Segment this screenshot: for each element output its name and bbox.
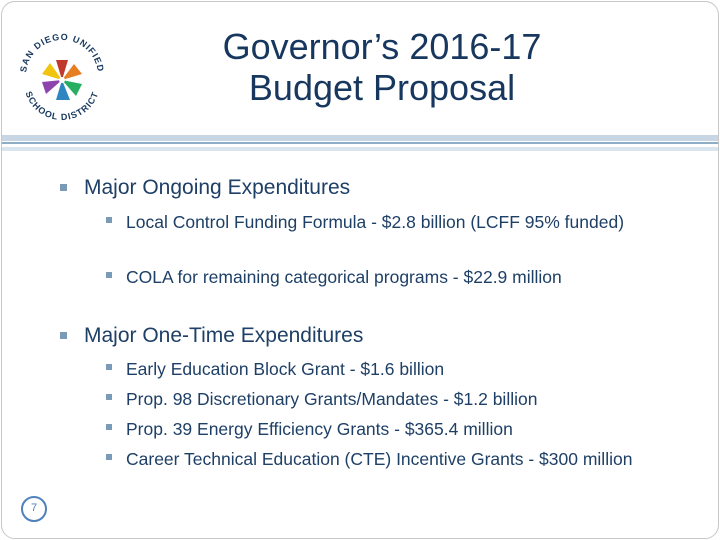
list-item: Early Education Block Grant - $1.6 billion [106, 356, 666, 382]
square-bullet-icon [60, 184, 67, 191]
list-item: Local Control Funding Formula - $2.8 billion (LCFF 95% funded) [106, 209, 666, 235]
title-line-1: Governor’s 2016-17 [222, 26, 542, 67]
svg-text:SAN DIEGO UNIFIED: SAN DIEGO UNIFIED [18, 31, 106, 73]
section-heading: Major Ongoing Expenditures [60, 176, 350, 200]
list-item: Prop. 39 Energy Efficiency Grants - $365.4 million [106, 416, 666, 442]
title-divider-shadow [2, 147, 718, 151]
square-bullet-icon [106, 424, 112, 430]
district-logo [12, 24, 112, 124]
svg-text:SCHOOL DISTRICT: SCHOOL DISTRICT [23, 89, 101, 123]
square-bullet-icon [60, 332, 67, 339]
list-item: COLA for remaining categorical programs - $22.9 million [106, 264, 666, 290]
list-item: Prop. 98 Discretionary Grants/Mandates - $1.2 billion [106, 386, 666, 412]
list-item: Career Technical Education (CTE) Incentive Grants - $300 million [106, 446, 666, 472]
page-number: 7 [30, 502, 38, 514]
title-divider-line [2, 142, 718, 144]
slide [1, 1, 719, 539]
section-heading: Major One-Time Expenditures [60, 324, 363, 348]
title-line-2: Budget Proposal [248, 67, 516, 108]
square-bullet-icon [106, 272, 112, 278]
page-number-badge [21, 496, 47, 522]
square-bullet-icon [106, 364, 112, 370]
title-divider [2, 135, 718, 141]
page-title [152, 26, 612, 108]
square-bullet-icon [106, 394, 112, 400]
square-bullet-icon [106, 217, 112, 223]
square-bullet-icon [106, 454, 112, 460]
